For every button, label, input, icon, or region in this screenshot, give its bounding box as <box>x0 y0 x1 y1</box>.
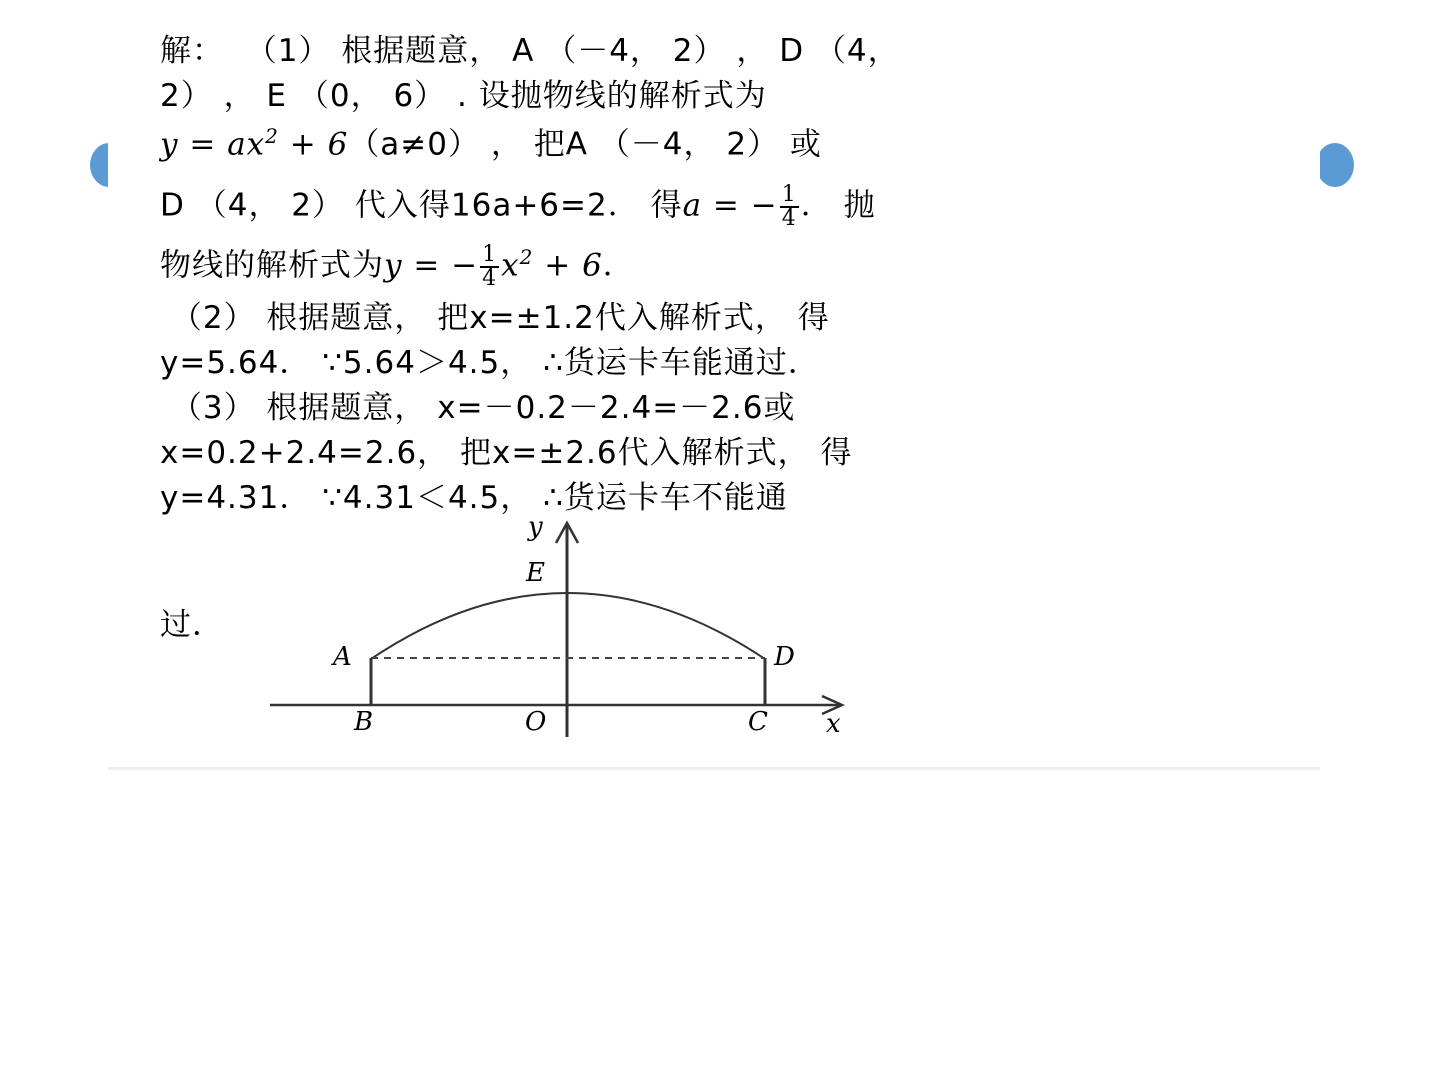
fraction-one-quarter-2: $\frac{1}{4}$ <box>482 242 498 291</box>
formula-constant: + 6 <box>278 126 349 163</box>
line-5-tail: ． <box>602 247 635 284</box>
solution-line-6: （2） 根据题意， 把x=±1.2代入解析式， 得 <box>160 300 830 336</box>
solution-line-11: 过． <box>160 607 224 643</box>
solution-line-9: x=0.2+2.4=2.6， 把x=±2.6代入解析式， 得 <box>160 435 853 471</box>
label-o: O <box>525 707 547 737</box>
formula-result-constant: + 6 <box>533 247 603 284</box>
line-4-text: D （4， 2） 代入得16a+6=2． 得 <box>160 187 683 224</box>
label-b: B <box>354 707 374 737</box>
decorative-dot-right <box>1316 143 1354 187</box>
solution-line-1: 解： （1） 根据题意， A （－4， 2） ， D （4， <box>160 33 900 69</box>
solution-line-2: 2） ， E （0， 6） . 设抛物线的解析式为 <box>160 78 767 114</box>
solution-line-4 <box>160 184 876 230</box>
formula-general: y = ax <box>160 126 266 163</box>
line-5-text: 物线的解析式为 <box>160 247 384 284</box>
formula-result-x: x <box>501 247 520 284</box>
solution-line-8: （3） 根据题意， x=－0.2－2.4=－2.6或 <box>160 390 796 426</box>
label-e: E <box>526 558 545 588</box>
coefficient-a: a = − <box>682 187 778 224</box>
label-a: A <box>333 642 352 672</box>
label-x: x <box>826 709 841 739</box>
solution-line-5 <box>160 244 635 290</box>
solution-line-10: y=4.31． ∵4.31＜4.5， ∴货运卡车不能通 <box>160 480 788 516</box>
formula-result-start: y = − <box>384 247 479 284</box>
label-c: C <box>748 707 768 737</box>
line-3-text: （a≠0） ， 把A （－4， 2） 或 <box>348 126 822 163</box>
formula-exponent: 2 <box>265 124 279 148</box>
label-y: y <box>528 515 543 542</box>
slide-divider <box>108 767 1320 770</box>
line-4-tail: ． 抛 <box>800 187 876 224</box>
label-d: D <box>774 642 795 672</box>
formula-result-exponent: 2 <box>519 245 534 270</box>
solution-line-3 <box>160 124 822 163</box>
fraction-one-quarter: $\frac{1}{4}$ <box>781 182 797 231</box>
solution-line-7: y=5.64． ∵5.64＞4.5， ∴货运卡车能通过． <box>160 345 820 381</box>
parabola-figure <box>260 515 860 740</box>
